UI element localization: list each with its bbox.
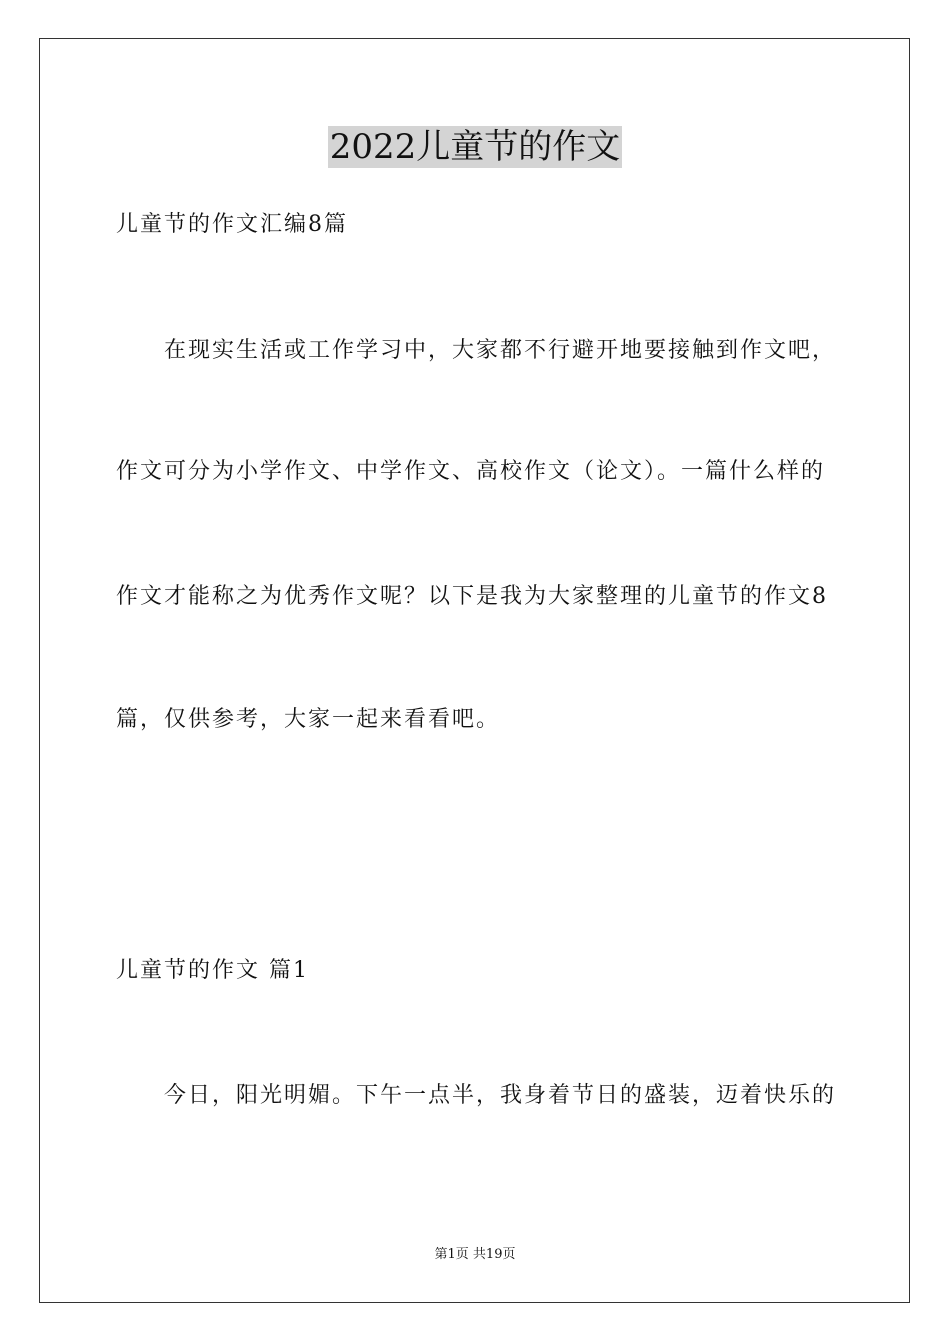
section-heading: 儿童节的作文 篇1: [116, 958, 309, 983]
intro-line-4: 篇，仅供参考，大家一起来看看吧。: [116, 707, 501, 732]
document-subtitle: 儿童节的作文汇编8篇: [116, 212, 348, 237]
intro-line-2: 作文可分为小学作文、中学作文、高校作文（论文）。一篇什么样的: [116, 459, 826, 484]
document-title: 2022儿童节的作文: [329, 127, 621, 167]
page-footer: 第1页 共19页: [434, 1247, 516, 1262]
section-line-1: 今日，阳光明媚。下午一点半，我身着节日的盛装，迈着快乐的: [164, 1083, 837, 1108]
title-container: [0, 126, 950, 168]
intro-line-3: 作文才能称之为优秀作文呢？以下是我为大家整理的儿童节的作文8: [116, 584, 828, 609]
intro-line-1: 在现实生活或工作学习中，大家都不行避开地要接触到作文吧，: [164, 338, 837, 363]
